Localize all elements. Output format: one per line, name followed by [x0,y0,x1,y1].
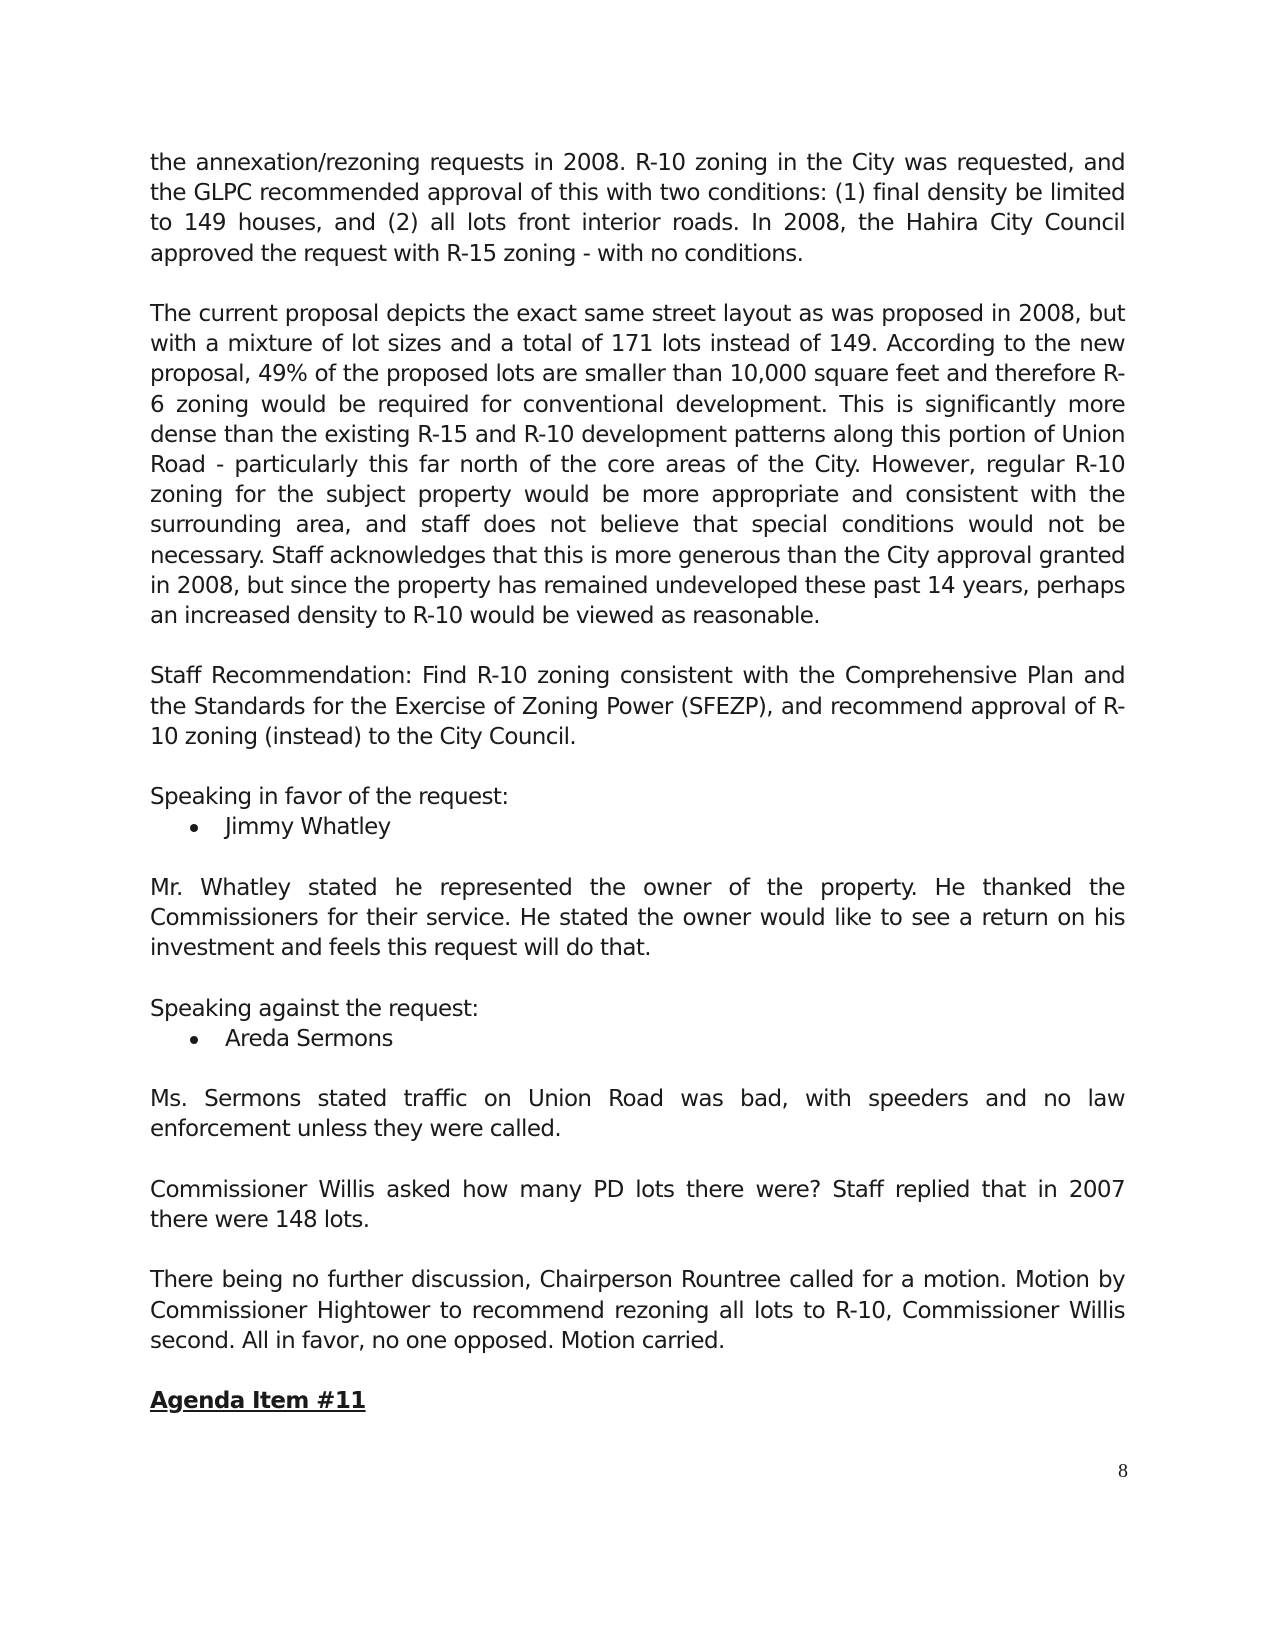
paragraph-sermons-statement: Ms. Sermons stated traffic on Union Road was bad, with speeders and no law enforcement unless they were called. [150,1086,1125,1143]
paragraph-annexation-history: the annexation/rezoning requests in 2008. R-10 zoning in the City was requested, and the GLPC recommended approval of this with two conditions: (1) final density be limited to 149 houses, and (2) all lots front interior roads. In 2008, the Hahira City Council approved the request with R-15 zoning - with no conditions. [150,150,1125,267]
bullet-icon [190,824,198,832]
paragraph-willis-question: Commissioner Willis asked how many PD lots there were? Staff replied that in 2007 there were 148 lots. [150,1176,1125,1233]
paragraph-current-proposal: The current proposal depicts the exact same street layout as was proposed in 2008, but with a mixture of lot sizes and a total of 171 lots instead of 149. According to the new proposal, 49% of the proposed lots are smaller than 10,000 square feet and therefore R-6 zoning would be required for conventional development. This is significantly more dense than the existing R-15 and R-10 development patterns along this portion of Union Road - particularly this far north of the core areas of the City. However, regular R-10 zoning for the subject property would be more appropriate and consistent with the surrounding area, and staff does not believe that special conditions would not be necessary. Staff acknowledges that this is more generous than the City approval granted in 2008, but since the property has remained undeveloped these past 14 years, perhaps an increased density to R-10 would be viewed as reasonable. [150,301,1125,630]
favor-heading: Speaking in favor of the request: [150,784,509,811]
against-heading: Speaking against the request: [150,995,479,1022]
bullet-icon [190,1036,198,1044]
list-item [150,1024,1125,1054]
favor-speaker-list [150,812,1125,842]
list-item [150,812,1125,842]
page-number: 8 [1118,1460,1128,1482]
agenda-item-heading: Agenda Item #11 [150,1388,366,1415]
against-speaker-list [150,1024,1125,1054]
document-body [150,148,1125,1416]
speaker-name: Areda Sermons [225,1025,393,1052]
speaker-name: Jimmy Whatley [225,814,391,841]
paragraph-staff-recommendation: Staff Recommendation: Find R-10 zoning consistent with the Comprehensive Plan and the Standards for the Exercise of Zoning Power (SFEZP), and recommend approval of R-10 zoning (instead) to the City Council. [150,663,1125,750]
paragraph-motion: There being no further discussion, Chairperson Rountree called for a motion. Motion by Commissioner Hightower to recommend rezoning all lots to R-10, Commissioner Willis second. All in favor, no one opposed. Motion carried. [150,1267,1125,1354]
paragraph-whatley-statement: Mr. Whatley stated he represented the owner of the property. He thanked the Commissioners for their service. He stated the owner would like to see a return on his investment and feels this request will do that. [150,874,1125,962]
